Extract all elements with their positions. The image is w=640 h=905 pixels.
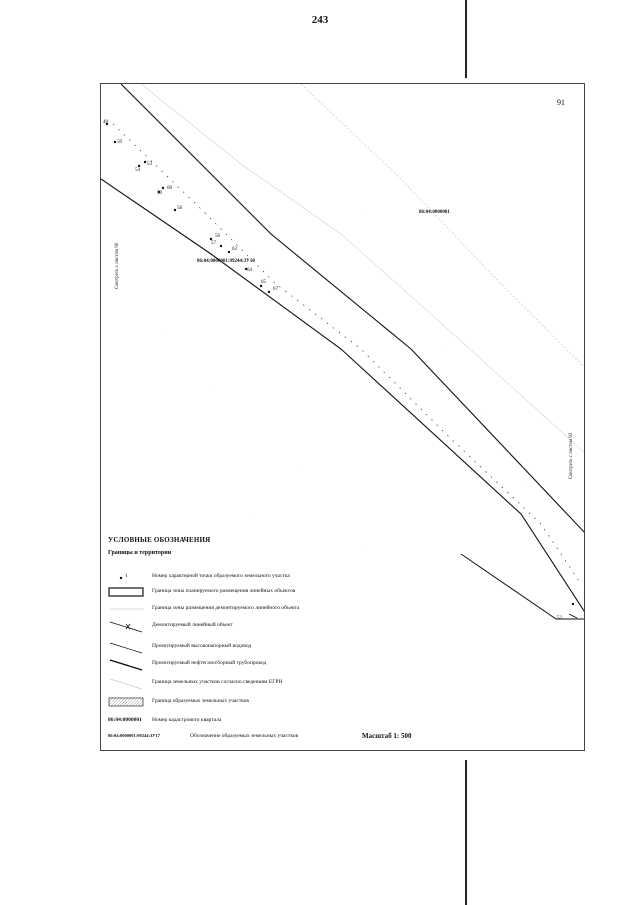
legend-title: УСЛОВНЫЕ ОБОЗНАЧЕНИЯ [108,536,211,544]
hatched-rectangle-icon [108,697,146,707]
legend-row-formed-parcels [108,697,438,707]
legend-label: Обозначение образуемых земельных участков [190,733,299,739]
characteristic-points [106,123,574,605]
point-label: 60 [167,186,172,191]
egrn-boundary-2 [141,84,585,454]
point-label: 58 [177,206,182,211]
sheet-number: 91 [557,98,565,107]
legend [108,536,438,556]
point-label: 67 [273,287,278,292]
legend-label: Граница земельных участков согласно сведениям ЕГРН [152,679,283,685]
zone-boundary-upper [121,84,585,534]
parcel-label: 86:04:0000001:99244:3У10 [197,259,255,264]
point-label: 56 [215,234,220,239]
tick-mark [569,614,577,618]
legend-row-dismantle-zone [108,604,438,614]
egrn-boundary [301,84,585,369]
legend-row-egrn [108,678,438,688]
legend-subtitle: Границы и территории [108,550,172,556]
legend-row-oil-pipeline [108,659,438,669]
point-label: 53 [147,162,152,167]
legend-label: Номер характерной точки образуемого земельного участка [152,573,290,579]
adjacent-sheet-left: Смотреть с листом 90 [115,242,120,289]
parcel-code-sample: 86:04:0000001:99244:ЗУ17 [108,733,161,738]
adjacent-sheet-right: Смотреть с листом 92 [569,432,574,479]
point-label: 59 [157,191,162,196]
legend-label: Проектируемый нефтегазосборный трубопровод [152,660,267,666]
point-label: 65 [261,280,266,285]
cross-line-icon [108,621,146,631]
legend-row-quarter-number [108,716,438,726]
point-label: 57 [211,241,216,246]
faint-diagonal-icon [108,678,146,688]
thick-diagonal-icon [108,659,146,669]
legend-label: Граница зоны размещения демонтируемого линейного объекта [152,605,300,611]
legend-label: Граница зоны планируемого размещения линейных объектов [152,588,296,594]
legend-row-dismantled-object [108,621,438,631]
legend-label: Проектируемый высоконапорный водовод [152,643,252,649]
point-label: 62 [232,247,237,252]
point-marker-icon [108,572,146,582]
legend-label: Демонтируемый линейный объект [152,622,233,628]
legend-row-water-pipe [108,642,438,652]
thin-line-icon [108,604,146,614]
point-label: 52 [557,616,562,621]
zone-rectangle-icon [108,587,146,597]
point-label: 54 [135,168,140,173]
legend-row-point [108,572,438,582]
legend-row-zone [108,587,438,597]
legend-label: Номер кадастрового квартала [152,717,222,723]
quarter-code-sample: 86:04:0000001 [108,717,142,723]
svg-text:1: 1 [125,574,128,579]
margin-rule-top [465,0,467,78]
point-label: 50 [117,140,122,145]
zone-corner [461,554,585,619]
quarter-number-label: 86:04:0000001 [419,210,450,215]
thin-diagonal-icon [108,642,146,652]
page-number: 243 [311,14,329,26]
margin-rule-bottom [465,760,467,905]
point-label: 48 [103,120,108,125]
scale-label: Масштаб 1: 500 [362,732,412,740]
point-label: 64 [247,268,252,273]
legend-label: Граница образуемых земельных участков [152,698,249,704]
